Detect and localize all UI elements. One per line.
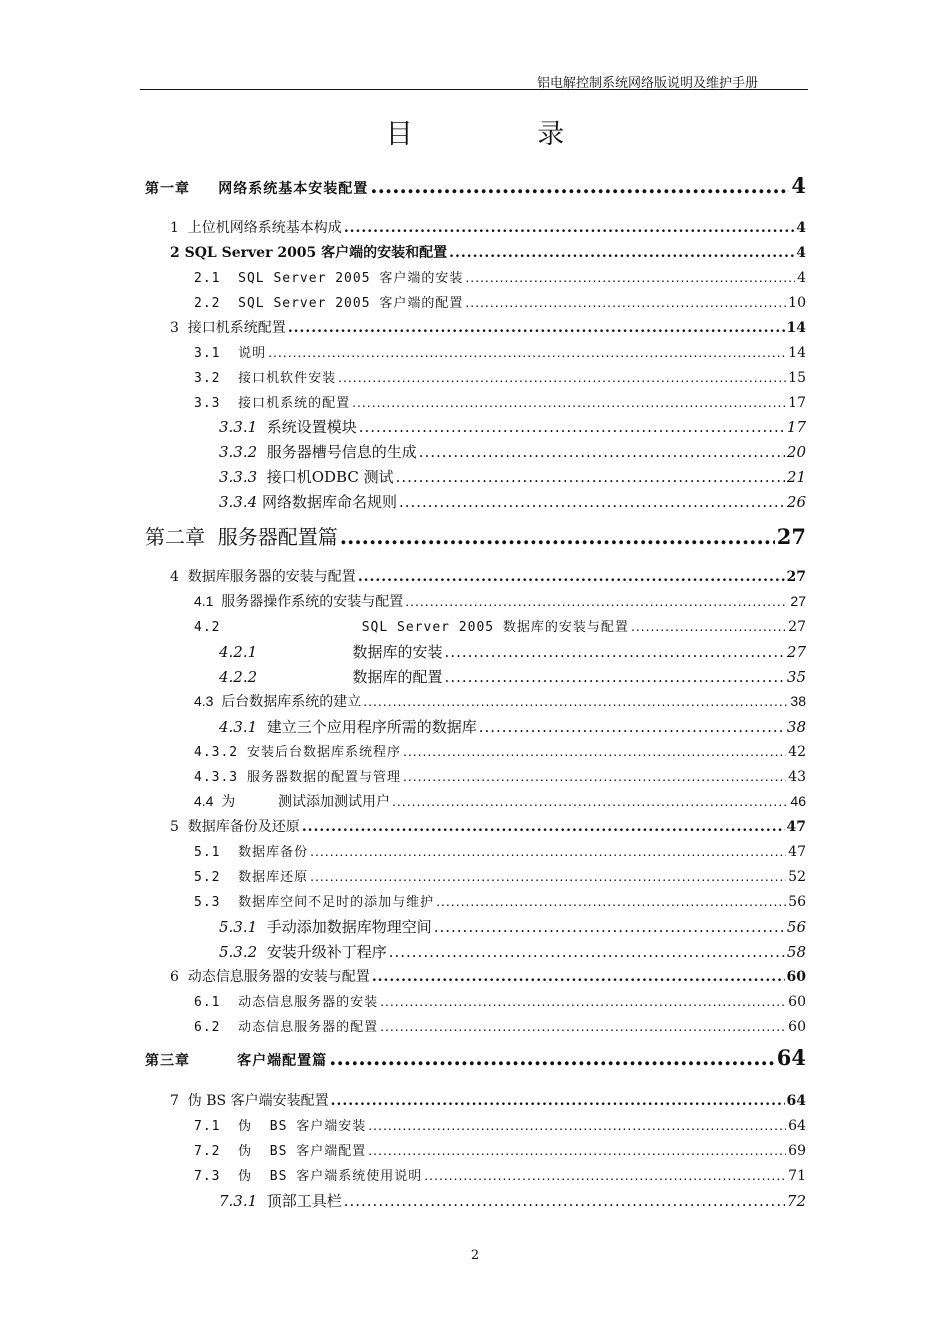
toc-leader-dots (449, 245, 794, 261)
toc-entry-page: 56 (786, 918, 806, 936)
toc-entry-page: 72 (786, 1192, 806, 1210)
toc-entry[interactable] (194, 1016, 806, 1038)
toc-leader-dots (363, 693, 788, 709)
toc-entry-label: 5.3 数据库空间不足时的添加与维护 (194, 895, 435, 910)
toc-entry-label: 1 上位机网络系统基本构成 (170, 220, 342, 236)
toc-leader-dots (631, 618, 786, 634)
toc-entry[interactable] (194, 342, 806, 364)
toc-entry-page: 15 (788, 370, 806, 386)
toc-entry[interactable] (194, 591, 806, 613)
toc-entry-page: 71 (788, 1168, 806, 1184)
toc-leader-dots (403, 768, 786, 784)
toc-entry-label: 6 动态信息服务器的安装与配置 (170, 969, 370, 985)
toc-entry-label: 7.3 伪 BS 客户端系统使用说明 (194, 1169, 423, 1184)
toc-leader-dots (329, 1045, 775, 1070)
toc-entry[interactable] (194, 392, 806, 414)
toc-leader-dots (436, 893, 786, 909)
toc-entry[interactable] (194, 1165, 806, 1187)
toc-leader-dots (465, 294, 786, 310)
toc-entry-page: 27 (786, 643, 806, 661)
toc-entry-label: 服务器槽号信息的生成 (257, 443, 417, 461)
toc-entry-page: 27 (786, 569, 806, 585)
toc-entry[interactable] (170, 566, 806, 588)
toc-entry-label: 4.4 为 测试添加测试用户 (194, 793, 391, 809)
toc-leader-dots (465, 269, 795, 285)
toc-leader-dots (358, 569, 785, 585)
toc-entry[interactable] (219, 641, 806, 663)
toc-entry-label: 5.2 数据库还原 (194, 870, 309, 885)
toc-entry-page: 47 (786, 819, 806, 835)
toc-entry-page: 38 (786, 718, 806, 736)
toc-leader-dots (352, 394, 786, 410)
toc-entry[interactable] (194, 267, 806, 289)
toc-entry-label: 4.2 SQL Server 2005 数据库的安装与配置 (194, 620, 629, 635)
toc-leader-dots (389, 943, 785, 961)
toc-entry[interactable] (170, 816, 806, 838)
toc-entry[interactable] (194, 1140, 806, 1162)
toc-entry-label: 第一章 网络系统基本安装配置 (145, 181, 369, 197)
header-title: 铝电解控制系统网络版说明及维护手册 (536, 76, 758, 91)
toc-entry-label: 3 接口机系统配置 (170, 320, 286, 336)
toc-entry-number: 5.3.1 (219, 918, 258, 936)
toc-entry[interactable] (219, 466, 806, 488)
toc-leader-dots (405, 593, 788, 609)
toc-entry-page: 43 (788, 769, 806, 785)
page-title: 目 录 (385, 119, 623, 150)
toc-leader-dots (268, 344, 786, 360)
toc-entry[interactable] (219, 916, 806, 938)
toc-entry-label: 安装升级补丁程序 (257, 943, 387, 961)
toc-entry[interactable] (219, 491, 806, 513)
toc-entry-page: 17 (786, 418, 806, 436)
toc-entry-number: 4.2.2 (219, 668, 258, 686)
toc-entry-page: 58 (786, 943, 806, 961)
toc-leader-dots (392, 793, 788, 809)
toc-leader-dots (370, 173, 789, 198)
toc-leader-dots (340, 524, 775, 549)
toc-entry-page: 47 (788, 844, 806, 860)
toc-entry-page: 52 (788, 869, 806, 885)
toc-entry-label: 系统设置模块 (257, 418, 357, 436)
toc-entry-page: 42 (788, 744, 806, 760)
toc-entry[interactable] (194, 766, 806, 788)
toc-entry-label: 5.1 数据库备份 (194, 845, 309, 860)
toc-entry-page: 64 (786, 1093, 806, 1109)
toc-entry-page: 27 (776, 524, 806, 549)
toc-entry-page: 14 (788, 345, 806, 361)
toc-entry-page: 21 (786, 468, 806, 486)
toc-entry-page: 64 (776, 1045, 806, 1070)
toc-entry-page: 56 (788, 894, 806, 910)
toc-entry[interactable] (170, 317, 806, 339)
toc-entry-page: 4 (791, 173, 806, 198)
toc-leader-dots (396, 468, 785, 486)
toc-entry[interactable] (219, 941, 806, 963)
toc-entry-label: 7.1 伪 BS 客户端安装 (194, 1119, 367, 1134)
toc-entry[interactable] (145, 173, 806, 203)
toc-leader-dots (368, 1117, 786, 1133)
toc-entry[interactable] (219, 1190, 806, 1212)
toc-entry-label: 2 SQL Server 2005 客户端的安装和配置 (170, 245, 448, 261)
toc-entry[interactable] (194, 791, 806, 813)
toc-entry[interactable] (170, 1090, 806, 1112)
toc-entry-label: 手动添加数据库物理空间 (257, 918, 432, 936)
toc-entry-page: 46 (790, 793, 806, 809)
toc-entry-page: 4 (796, 220, 806, 236)
toc-entry-label: 顶部工具栏 (257, 1192, 342, 1210)
toc-entry-page: 10 (788, 295, 806, 311)
toc-leader-dots (399, 493, 785, 511)
toc-leader-dots (372, 969, 785, 985)
toc-entry-page: 60 (788, 994, 806, 1010)
toc-entry[interactable] (219, 416, 806, 438)
toc-leader-dots (445, 643, 785, 661)
toc-entry[interactable] (194, 1115, 806, 1137)
toc-entry-label: 4 数据库服务器的安装与配置 (170, 569, 356, 585)
toc-leader-dots (479, 718, 785, 736)
toc-entry-label: 5 数据库备份及还原 (170, 819, 300, 835)
toc-entry-label: 数据库的配置 (257, 668, 443, 686)
toc-entry-number: 5.3.2 (219, 943, 258, 961)
toc-entry-label: 2.2 SQL Server 2005 客户端的配置 (194, 296, 464, 311)
toc-entry[interactable] (194, 691, 806, 713)
toc-entry-label: 数据库的安装 (257, 643, 443, 661)
toc-entry-label: 3.1 说明 (194, 346, 267, 361)
toc-entry-label: 2.1 SQL Server 2005 客户端的安装 (194, 271, 464, 286)
toc-entry-page: 60 (786, 969, 806, 985)
toc-entry-label: 4.3.2 安装后台数据库系统程序 (194, 745, 401, 760)
toc-entry[interactable] (219, 666, 806, 688)
toc-entry-label: 建立三个应用程序所需的数据库 (257, 718, 477, 736)
toc-entry[interactable] (194, 891, 806, 913)
toc-entry-label: 第三章 客户端配置篇 (145, 1053, 328, 1069)
toc-leader-dots (403, 743, 786, 759)
toc-leader-dots (419, 443, 785, 461)
toc-leader-dots (359, 418, 785, 436)
toc-leader-dots (331, 1093, 785, 1109)
toc-entry[interactable] (170, 217, 806, 239)
toc-leader-dots (445, 668, 785, 686)
toc-entry[interactable] (194, 741, 806, 763)
toc-entry[interactable] (145, 1045, 806, 1075)
toc-leader-dots (380, 993, 786, 1009)
toc-entry-number: 3.3.2 (219, 443, 258, 461)
toc-leader-dots (338, 369, 786, 385)
toc-entry-label: 第二章 服务器配置篇 (145, 525, 338, 549)
toc-entry-label: 6.2 动态信息服务器的配置 (194, 1020, 379, 1035)
toc-entry-number: 4.3.1 (219, 718, 258, 736)
toc-entry[interactable] (219, 441, 806, 463)
toc-leader-dots (368, 1142, 786, 1158)
toc-entry-label: 4.3.3 服务器数据的配置与管理 (194, 770, 401, 785)
toc-entry[interactable] (194, 841, 806, 863)
toc-entry-label: 6.1 动态信息服务器的安装 (194, 995, 379, 1010)
toc-entry-page: 27 (788, 619, 806, 635)
toc-entry[interactable] (219, 716, 806, 738)
toc-entry-number: 3.3.4 (219, 493, 258, 511)
toc-entry-label: 4.3 后台数据库系统的建立 (194, 693, 362, 709)
toc-leader-dots (424, 1167, 786, 1183)
toc-entry[interactable] (145, 521, 806, 551)
toc-entry-number: 4.2.1 (219, 643, 258, 661)
toc-entry-label: 网络数据库命名规则 (257, 493, 397, 511)
toc-entry[interactable] (194, 866, 806, 888)
toc-entry-label: 3.2 接口机软件安装 (194, 371, 337, 386)
toc-leader-dots (310, 868, 786, 884)
toc-entry[interactable] (194, 367, 806, 389)
toc-entry-page: 4 (796, 245, 806, 261)
toc-entry-page: 26 (786, 493, 806, 511)
toc-entry-page: 14 (786, 320, 806, 336)
toc-entry-page: 60 (788, 1019, 806, 1035)
toc-entry-page: 4 (797, 270, 806, 286)
toc-entry-page: 35 (786, 668, 806, 686)
toc-entry-label: 接口机ODBC 测试 (257, 468, 394, 486)
toc-leader-dots (380, 1018, 786, 1034)
toc-entry[interactable] (170, 966, 806, 988)
toc-entry-label: 7.2 伪 BS 客户端配置 (194, 1144, 367, 1159)
toc-entry[interactable] (170, 242, 806, 264)
toc-entry-page: 38 (790, 693, 806, 709)
toc-entry-label: 7 伪 BS 客户端安装配置 (170, 1093, 329, 1109)
toc-leader-dots (344, 1192, 785, 1210)
toc-entry-number: 3.3.1 (219, 418, 258, 436)
toc-entry[interactable] (194, 292, 806, 314)
toc-leader-dots (310, 843, 786, 859)
toc-entry-page: 20 (786, 443, 806, 461)
toc-entry-page: 27 (790, 593, 806, 609)
toc-entry-page: 17 (788, 395, 806, 411)
toc-leader-dots (288, 320, 785, 336)
page-number: 2 (470, 1248, 480, 1263)
toc-leader-dots (302, 819, 785, 835)
toc-entry[interactable] (194, 991, 806, 1013)
toc-entry-page: 64 (788, 1118, 806, 1134)
toc-entry-number: 3.3.3 (219, 468, 258, 486)
toc-entry[interactable] (194, 616, 806, 638)
toc-entry-page: 69 (788, 1143, 806, 1159)
toc-leader-dots (434, 918, 785, 936)
toc-entry-number: 7.3.1 (219, 1192, 258, 1210)
toc-entry-label: 4.1 服务器操作系统的安装与配置 (194, 593, 404, 609)
toc-entry-label: 3.3 接口机系统的配置 (194, 396, 351, 411)
toc-leader-dots (344, 220, 794, 236)
